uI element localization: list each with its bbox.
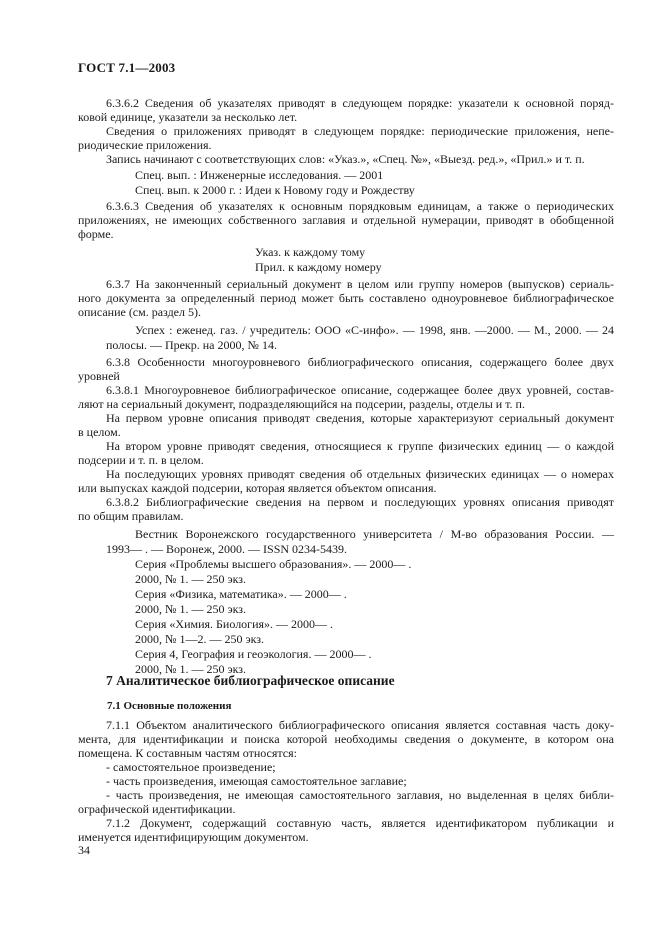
text-line-p712-l1: 7.1.2 Документ, содержащий составную часть, является идентификатором публикации и [106, 816, 614, 830]
text-line-li1: - самостоятельное произведение; [106, 760, 276, 774]
text-line-p638-l2: уровней [78, 369, 120, 383]
text-line-p6382-l2: по общим правилам. [78, 509, 184, 523]
text-line-p-lvl1-l2: в целом. [78, 425, 121, 439]
text-line-p-pril-l1: Сведения о приложениях приводят в следующем порядке: периодические приложения, непе- [106, 124, 614, 138]
text-line-p6363-l2: приложениях, не имеющих собственного заглавия и отдельной нумерации, приводят в обобщенной [78, 213, 614, 227]
text-line-ex1-l1: Спец. вып. : Инженерные исследования. — 2001 [135, 168, 384, 182]
text-line-ex4-l1: Вестник Воронежского государственного университета / М-во образования России. — [135, 527, 614, 541]
text-line-p637-l2: ного документа за определенный период может быть составлено одноуровневое библиографическое [78, 291, 614, 305]
text-line-li3-l2: ографической идентификации. [78, 802, 236, 816]
text-line-p-lvl2-l2: подсерии и т. п. в целом. [78, 453, 204, 467]
standard-header: ГОСТ 7.1—2003 [78, 60, 176, 75]
subsection-heading: 7.1 Основные положения [107, 700, 232, 712]
text-line-p711-l1: 7.1.1 Объектом аналитического библиографического описания является составная часть доку- [106, 718, 614, 732]
text-line-ex4-l5: Серия «Физика, математика». — 2000— . [135, 587, 347, 601]
page-number: 34 [78, 843, 90, 857]
text-line-p6363-l3: форме. [78, 227, 114, 241]
text-line-p6382-l1: 6.3.8.2 Библиографические сведения на первом и последующих уровнях описания приводят [106, 495, 614, 509]
text-line-ex4-l9: Серия 4, География и геоэкология. — 2000— . [135, 647, 372, 661]
text-line-ex4-l10: 2000, № 1. — 250 экз. [135, 662, 247, 676]
text-line-p637-l1: 6.3.7 На законченный сериальный документ в целом или группу номеров (выпусков) сериаль- [106, 277, 614, 291]
text-line-p-pril-l2: риодические приложения. [78, 138, 212, 152]
text-line-p-zap: Запись начинают с соответствующих слов: «Указ.», «Спец. №», «Выезд. ред.», «Прил.» и т. п. [106, 152, 585, 166]
text-line-p711-l2: мента, для идентификации и поиска которой необходимы сведения о документе, в котором она [78, 732, 614, 746]
text-line-p638-l1: 6.3.8 Особенности многоуровневого библиографического описания, содержащего более двух [106, 355, 614, 369]
text-line-ex4-l6: 2000, № 1. — 250 экз. [135, 602, 247, 616]
text-line-p637-l3: описание (см. раздел 5). [78, 305, 201, 319]
text-line-p-lvl2-l1: На втором уровне приводят сведения, относящиеся к группе физических единиц — о каждой [106, 439, 614, 453]
text-line-ex4-l4: 2000, № 1. — 250 экз. [135, 572, 247, 586]
text-line-ex3-l1: Успех : еженед. газ. / учредитель: ООО «С-инфо». — 1998, янв. —2000. — М., 2000. — 24 [135, 323, 614, 337]
text-line-ex3-l2: полосы. — Прекр. на 2000, № 14. [106, 338, 277, 352]
text-line-p711-l3: помещена. К составным частям относятся: [78, 746, 297, 760]
text-line-p-lvl1-l1: На первом уровне описания приводят сведения, которые характеризуют сериальный документ [106, 411, 614, 425]
section-heading: 7 Аналитическое библиографическое описание [106, 673, 395, 688]
text-line-li3-l1: - часть произведения, не имеющая самостоятельного заглавия, но выделенная в целях библи- [106, 788, 614, 802]
text-line-p6362-l2: ковой единице, указатели за несколько лет. [78, 110, 298, 124]
text-line-p6381-l2: ляют на сериальный документ, подразделяющийся на подсерии, разделы, отделы и т. п. [78, 397, 525, 411]
text-line-p6381-l1: 6.3.8.1 Многоуровневое библиографическое описание, содержащее более двух уровней, состав- [106, 383, 614, 397]
text-line-ex4-l7: Серия «Химия. Биология». — 2000— . [135, 617, 334, 631]
text-line-p712-l2: именуется идентифицирующим документом. [78, 830, 309, 844]
text-line-p6363-l1: 6.3.6.3 Сведения об указателях к основным порядковым единицам, а также о периодических [106, 199, 614, 213]
text-line-ex4-l8: 2000, № 1—2. — 250 экз. [135, 632, 265, 646]
text-line-ex1-l2: Спец. вып. к 2000 г. : Идеи к Новому году и Рождеству [135, 183, 415, 197]
text-line-ex2-l2: Прил. к каждому номеру [255, 260, 382, 274]
text-line-p6362-l1: 6.3.6.2 Сведения об указателях приводят в следующем порядке: указатели к основной поряд- [106, 96, 614, 110]
text-line-li2: - часть произведения, имеющая самостоятельное заглавие; [106, 774, 407, 788]
text-line-p-lvl3-l2: или выпусках каждой подсерии, которая является объектом описания. [78, 481, 437, 495]
text-line-ex2-l1: Указ. к каждому тому [255, 245, 366, 259]
text-line-p-lvl3-l1: На последующих уровнях приводят сведения об отдельных физических единицах — о номерах [106, 467, 614, 481]
text-line-ex4-l3: Серия «Проблемы высшего образования». — 2000— . [135, 557, 412, 571]
text-line-ex4-l2: 1993— . — Воронеж, 2000. — ISSN 0234-5439. [106, 542, 348, 556]
